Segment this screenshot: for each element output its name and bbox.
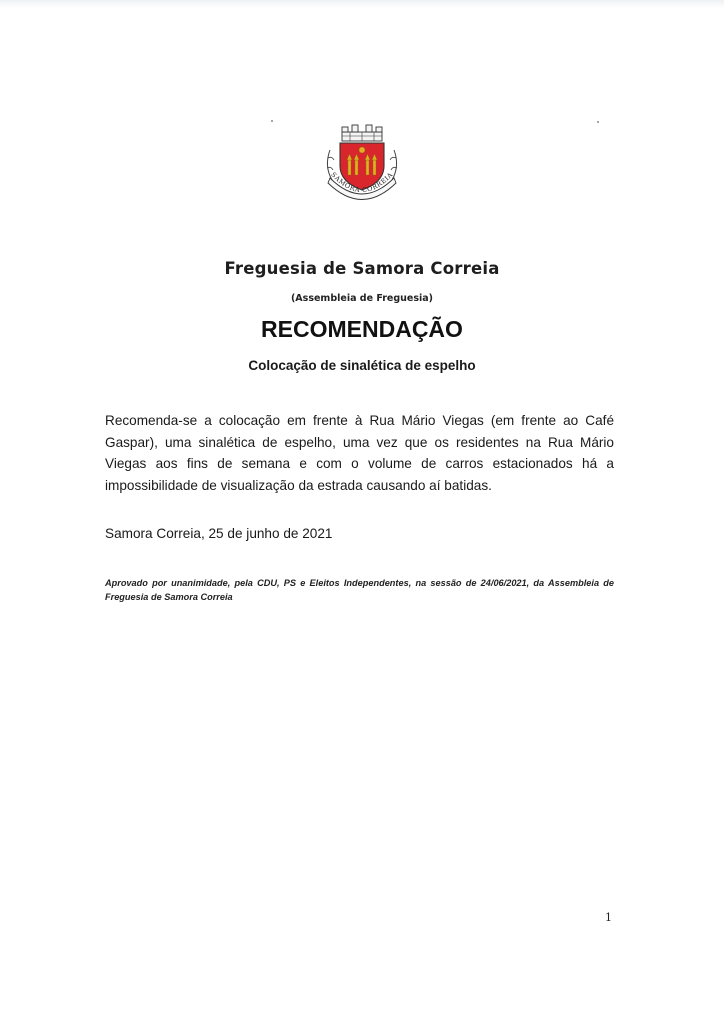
sub-entity-name: (Assembleia de Freguesia): [290, 293, 434, 304]
document-subject: Colocação de sinalética de espelho: [248, 358, 476, 373]
coat-of-arms-icon: [320, 120, 404, 206]
scan-speck: [597, 121, 599, 123]
document-title: RECOMENDAÇÃO: [261, 316, 463, 342]
approval-note: Aprovado por unanimidade, pela CDU, PS e Eleitos Independentes, na sessão de 24/06/2021, da Assembleia de Freguesia de Samora Correia: [105, 578, 614, 602]
scan-edge: [0, 0, 724, 8]
entity-name: Freguesia de Samora Correia: [224, 259, 500, 278]
place-and-date: Samora Correia, 25 de junho de 2021: [105, 526, 333, 541]
scan-speck: [271, 120, 273, 122]
recommendation-body: Recomenda-se a colocação em frente à Rua Mário Viegas (em frente ao Café Gaspar), uma sinalética de espelho, uma vez que os residentes na Rua Mário Viegas aos fins de semana e com o volume de carros estacionados há a impossibilidade de visualização da estrada causando aí batidas.: [105, 413, 614, 493]
crest-label: SAMORA CORREIA: [329, 170, 395, 195]
page-number: 1: [605, 911, 612, 924]
